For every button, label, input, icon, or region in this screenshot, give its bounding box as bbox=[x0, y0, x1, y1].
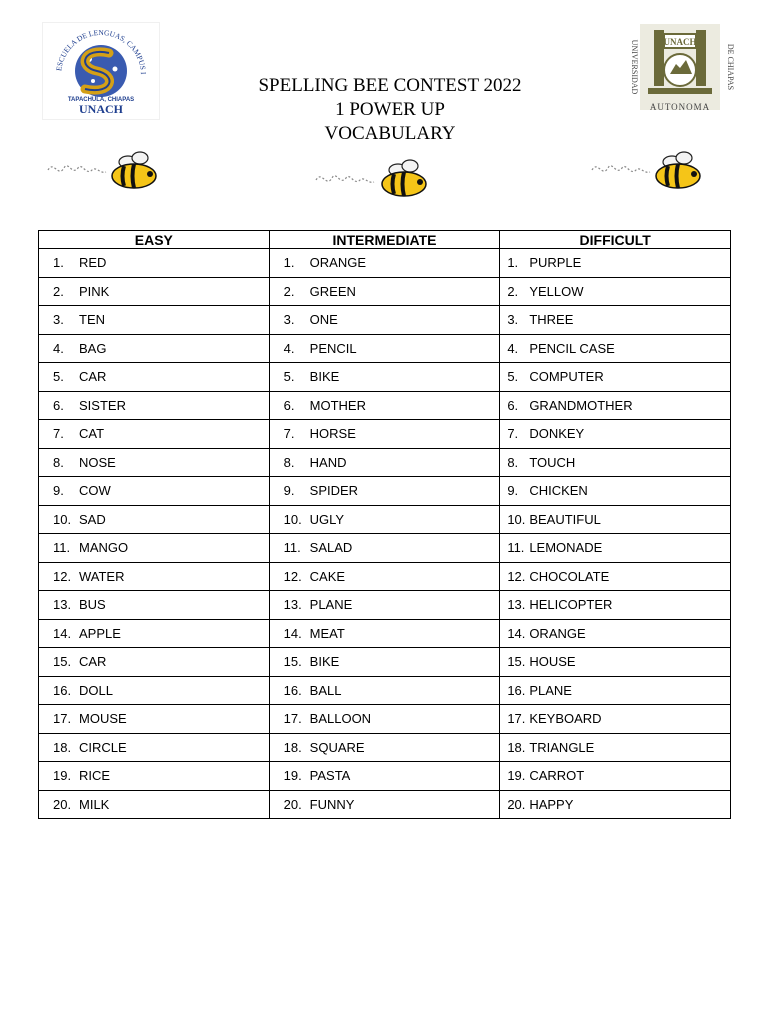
word-number: 16. bbox=[507, 682, 526, 698]
vocabulary-word: MEAT bbox=[309, 625, 345, 641]
word-cell-intermediate bbox=[269, 790, 500, 819]
vocabulary-word: BUS bbox=[79, 597, 106, 613]
vocabulary-word: HAPPY bbox=[529, 796, 574, 812]
word-number: 5. bbox=[53, 369, 64, 385]
word-cell-easy bbox=[39, 762, 270, 791]
vocabulary-word: HAND bbox=[309, 454, 347, 470]
vocabulary-word: COW bbox=[79, 483, 111, 499]
table-row bbox=[39, 420, 731, 449]
table-row bbox=[39, 762, 731, 791]
word-number: 11. bbox=[507, 540, 525, 556]
table-row bbox=[39, 733, 731, 762]
vocabulary-word: DONKEY bbox=[529, 426, 585, 442]
logo-arc-text: ESCUELA DE LENGUAS, CAMPUS I bbox=[54, 27, 149, 75]
word-cell-difficult bbox=[500, 505, 731, 534]
word-cell-difficult bbox=[500, 619, 731, 648]
vocabulary-word: CAR bbox=[79, 369, 107, 385]
word-number: 13. bbox=[53, 597, 72, 613]
vocabulary-word: UGLY bbox=[309, 511, 345, 527]
word-number: 5. bbox=[507, 369, 519, 385]
word-number: 17. bbox=[53, 711, 72, 727]
table-row bbox=[39, 648, 731, 677]
document-title bbox=[190, 74, 590, 146]
vocabulary-word: GRANDMOTHER bbox=[529, 397, 633, 413]
word-cell-easy bbox=[39, 648, 270, 677]
word-number: 3. bbox=[507, 312, 519, 328]
word-cell-easy bbox=[39, 733, 270, 762]
vocabulary-word: PENCIL bbox=[309, 340, 357, 356]
word-cell-intermediate bbox=[269, 676, 500, 705]
word-cell-difficult bbox=[500, 363, 731, 392]
word-cell-easy bbox=[39, 420, 270, 449]
word-number: 2. bbox=[53, 283, 64, 299]
vocabulary-word: CIRCLE bbox=[79, 739, 127, 755]
word-number: 18. bbox=[53, 739, 72, 755]
word-cell-difficult bbox=[500, 391, 731, 420]
vocabulary-word: SPIDER bbox=[309, 483, 359, 499]
word-number: 9. bbox=[283, 483, 295, 499]
word-cell-easy bbox=[39, 705, 270, 734]
vocabulary-word: BIKE bbox=[309, 369, 340, 385]
logo-city-text: TAPACHULA, CHIAPAS bbox=[67, 97, 135, 103]
bee-icon bbox=[588, 148, 708, 194]
word-cell-difficult bbox=[500, 676, 731, 705]
word-number: 6. bbox=[507, 397, 519, 413]
seal-unach-text: UNACH bbox=[663, 37, 697, 47]
word-cell-intermediate bbox=[269, 619, 500, 648]
word-number: 6. bbox=[53, 397, 64, 413]
column-header-intermediate: INTERMEDIATE bbox=[269, 231, 500, 249]
word-number: 14. bbox=[507, 625, 526, 641]
vocabulary-word: MILK bbox=[79, 796, 110, 812]
vocabulary-word: RICE bbox=[79, 768, 111, 784]
word-number: 4. bbox=[507, 340, 519, 356]
word-cell-intermediate bbox=[269, 705, 500, 734]
table-row bbox=[39, 790, 731, 819]
word-cell-intermediate bbox=[269, 363, 500, 392]
word-cell-easy bbox=[39, 477, 270, 506]
word-cell-intermediate bbox=[269, 591, 500, 620]
word-cell-intermediate bbox=[269, 477, 500, 506]
word-cell-difficult bbox=[500, 733, 731, 762]
word-cell-difficult bbox=[500, 334, 731, 363]
word-number: 14. bbox=[283, 625, 302, 641]
word-number: 20. bbox=[53, 796, 72, 812]
vocabulary-word: SALAD bbox=[309, 540, 353, 556]
word-number: 8. bbox=[53, 454, 64, 470]
vocabulary-word: PINK bbox=[79, 283, 110, 299]
word-cell-intermediate bbox=[269, 334, 500, 363]
word-cell-difficult bbox=[500, 562, 731, 591]
vocabulary-word: BIKE bbox=[309, 654, 340, 670]
word-number: 7. bbox=[283, 426, 295, 442]
vocabulary-word: HELICOPTER bbox=[529, 597, 613, 613]
vocabulary-word: WATER bbox=[79, 568, 125, 584]
word-cell-easy bbox=[39, 277, 270, 306]
vocabulary-word: HORSE bbox=[309, 426, 356, 442]
word-cell-easy bbox=[39, 391, 270, 420]
word-number: 15. bbox=[507, 654, 526, 670]
title-line-level: 1 POWER UP bbox=[335, 99, 445, 120]
vocabulary-word: PURPLE bbox=[529, 255, 582, 271]
table-body bbox=[39, 249, 731, 819]
word-number: 9. bbox=[507, 483, 519, 499]
column-header-easy: EASY bbox=[39, 231, 270, 249]
table-row bbox=[39, 306, 731, 335]
vocabulary-word: MOUSE bbox=[79, 711, 127, 727]
word-number: 7. bbox=[507, 426, 519, 442]
word-number: 15. bbox=[283, 654, 302, 670]
word-cell-easy bbox=[39, 591, 270, 620]
word-number: 3. bbox=[53, 312, 64, 328]
table-row bbox=[39, 391, 731, 420]
vocabulary-word: MOTHER bbox=[309, 397, 366, 413]
logo-unach-text: UNACH bbox=[79, 102, 123, 116]
table-row bbox=[39, 562, 731, 591]
word-cell-easy bbox=[39, 676, 270, 705]
vocabulary-word: PLANE bbox=[309, 597, 353, 613]
word-cell-intermediate bbox=[269, 733, 500, 762]
word-number: 1. bbox=[53, 255, 64, 271]
word-cell-intermediate bbox=[269, 277, 500, 306]
vocabulary-word: CAT bbox=[79, 426, 105, 442]
vocabulary-word: APPLE bbox=[79, 625, 121, 641]
vocabulary-word: HOUSE bbox=[529, 654, 576, 670]
word-number: 17. bbox=[507, 711, 526, 727]
word-number: 5. bbox=[283, 369, 295, 385]
word-number: 12. bbox=[507, 568, 526, 584]
table-row bbox=[39, 334, 731, 363]
vocabulary-word: BALLOON bbox=[309, 711, 372, 727]
vocabulary-word: SISTER bbox=[79, 397, 126, 413]
vocabulary-table bbox=[38, 230, 731, 819]
word-cell-easy bbox=[39, 306, 270, 335]
word-number: 11. bbox=[53, 540, 71, 556]
word-number: 7. bbox=[53, 426, 64, 442]
word-number: 19. bbox=[53, 768, 72, 784]
word-number: 1. bbox=[283, 255, 295, 271]
vocabulary-word: BAG bbox=[79, 340, 107, 356]
word-cell-easy bbox=[39, 562, 270, 591]
word-number: 16. bbox=[283, 682, 302, 698]
bee-icon bbox=[312, 156, 434, 202]
word-cell-easy bbox=[39, 249, 270, 278]
table-row bbox=[39, 277, 731, 306]
word-cell-intermediate bbox=[269, 420, 500, 449]
table-row bbox=[39, 249, 731, 278]
vocabulary-word: KEYBOARD bbox=[529, 711, 602, 727]
word-number: 9. bbox=[53, 483, 64, 499]
vocabulary-word: LEMONADE bbox=[529, 540, 603, 556]
table-row bbox=[39, 505, 731, 534]
word-cell-intermediate bbox=[269, 391, 500, 420]
word-cell-difficult bbox=[500, 249, 731, 278]
bee-icon bbox=[44, 148, 164, 194]
vocabulary-word: CHOCOLATE bbox=[529, 568, 610, 584]
word-number: 4. bbox=[283, 340, 295, 356]
word-number: 20. bbox=[507, 796, 526, 812]
word-number: 3. bbox=[283, 312, 295, 328]
seal-side-right-text: DE CHIAPAS bbox=[726, 43, 735, 91]
table-row bbox=[39, 591, 731, 620]
word-cell-difficult bbox=[500, 306, 731, 335]
table-header-row bbox=[39, 231, 731, 249]
table-row bbox=[39, 619, 731, 648]
word-number: 2. bbox=[283, 283, 295, 299]
vocabulary-word: FUNNY bbox=[309, 796, 355, 812]
vocabulary-word: PASTA bbox=[309, 768, 351, 784]
word-number: 14. bbox=[53, 625, 72, 641]
vocabulary-word: SAD bbox=[79, 511, 106, 527]
vocabulary-word: YELLOW bbox=[529, 283, 584, 299]
seal-autonoma-text: AUTONOMA bbox=[649, 102, 711, 112]
vocabulary-word: TRIANGLE bbox=[529, 739, 595, 755]
vocabulary-word: CARROT bbox=[529, 768, 585, 784]
vocabulary-word: PENCIL CASE bbox=[529, 340, 615, 356]
word-cell-intermediate bbox=[269, 448, 500, 477]
word-number: 6. bbox=[283, 397, 295, 413]
table-row bbox=[39, 676, 731, 705]
word-cell-intermediate bbox=[269, 762, 500, 791]
title-line-vocabulary: VOCABULARY bbox=[324, 123, 456, 144]
escuela-de-lenguas-logo bbox=[42, 22, 160, 120]
vocabulary-word: SQUARE bbox=[309, 739, 365, 755]
vocabulary-word: PLANE bbox=[529, 682, 572, 698]
vocabulary-word: CAR bbox=[79, 654, 107, 670]
vocabulary-word: THREE bbox=[529, 312, 574, 328]
vocabulary-word: ORANGE bbox=[309, 255, 366, 271]
vocabulary-word: GREEN bbox=[309, 283, 356, 299]
vocabulary-word: TEN bbox=[79, 312, 105, 328]
word-number: 10. bbox=[283, 511, 302, 527]
vocabulary-word: BALL bbox=[309, 682, 342, 698]
word-number: 20. bbox=[283, 796, 302, 812]
word-number: 15. bbox=[53, 654, 72, 670]
word-cell-easy bbox=[39, 363, 270, 392]
word-cell-difficult bbox=[500, 477, 731, 506]
word-cell-intermediate bbox=[269, 648, 500, 677]
word-number: 19. bbox=[507, 768, 526, 784]
table-row bbox=[39, 363, 731, 392]
word-cell-easy bbox=[39, 334, 270, 363]
word-number: 12. bbox=[53, 568, 72, 584]
table-row bbox=[39, 477, 731, 506]
table-row bbox=[39, 448, 731, 477]
word-cell-difficult bbox=[500, 534, 731, 563]
word-number: 16. bbox=[53, 682, 72, 698]
column-header-difficult: DIFFICULT bbox=[500, 231, 731, 249]
word-number: 10. bbox=[53, 511, 72, 527]
word-number: 17. bbox=[283, 711, 302, 727]
table-row bbox=[39, 705, 731, 734]
word-number: 10. bbox=[507, 511, 526, 527]
vocabulary-word: CHICKEN bbox=[529, 483, 588, 499]
word-number: 19. bbox=[283, 768, 302, 784]
vocabulary-word: TOUCH bbox=[529, 454, 576, 470]
vocabulary-word: ONE bbox=[309, 312, 338, 328]
word-cell-difficult bbox=[500, 790, 731, 819]
word-number: 8. bbox=[283, 454, 295, 470]
word-number: 13. bbox=[507, 597, 526, 613]
word-cell-intermediate bbox=[269, 306, 500, 335]
word-cell-difficult bbox=[500, 705, 731, 734]
seal-side-left-text: UNIVERSIDAD bbox=[630, 39, 639, 95]
vocabulary-word: NOSE bbox=[79, 454, 116, 470]
word-cell-difficult bbox=[500, 762, 731, 791]
word-number: 1. bbox=[507, 255, 519, 271]
word-number: 4. bbox=[53, 340, 64, 356]
vocabulary-word: RED bbox=[79, 255, 107, 271]
word-cell-intermediate bbox=[269, 249, 500, 278]
vocabulary-word: COMPUTER bbox=[529, 369, 604, 385]
word-cell-easy bbox=[39, 790, 270, 819]
table-row bbox=[39, 534, 731, 563]
word-cell-intermediate bbox=[269, 505, 500, 534]
word-cell-easy bbox=[39, 619, 270, 648]
word-number: 11. bbox=[283, 540, 301, 556]
word-cell-difficult bbox=[500, 448, 731, 477]
word-number: 18. bbox=[507, 739, 526, 755]
word-number: 18. bbox=[283, 739, 302, 755]
word-cell-difficult bbox=[500, 648, 731, 677]
title-line-contest: SPELLING BEE CONTEST 2022 bbox=[258, 75, 522, 96]
word-cell-difficult bbox=[500, 277, 731, 306]
vocabulary-word: BEAUTIFUL bbox=[529, 511, 601, 527]
word-cell-intermediate bbox=[269, 562, 500, 591]
word-number: 2. bbox=[507, 283, 519, 299]
word-cell-difficult bbox=[500, 591, 731, 620]
word-cell-difficult bbox=[500, 420, 731, 449]
vocabulary-word: CAKE bbox=[309, 568, 346, 584]
word-cell-easy bbox=[39, 534, 270, 563]
word-number: 8. bbox=[507, 454, 519, 470]
word-cell-easy bbox=[39, 505, 270, 534]
word-number: 12. bbox=[283, 568, 302, 584]
vocabulary-word: ORANGE bbox=[529, 625, 586, 641]
word-cell-intermediate bbox=[269, 534, 500, 563]
word-cell-easy bbox=[39, 448, 270, 477]
vocabulary-word: MANGO bbox=[79, 540, 129, 556]
vocabulary-word: DOLL bbox=[79, 682, 113, 698]
word-number: 13. bbox=[283, 597, 302, 613]
unach-seal-logo bbox=[622, 22, 738, 116]
